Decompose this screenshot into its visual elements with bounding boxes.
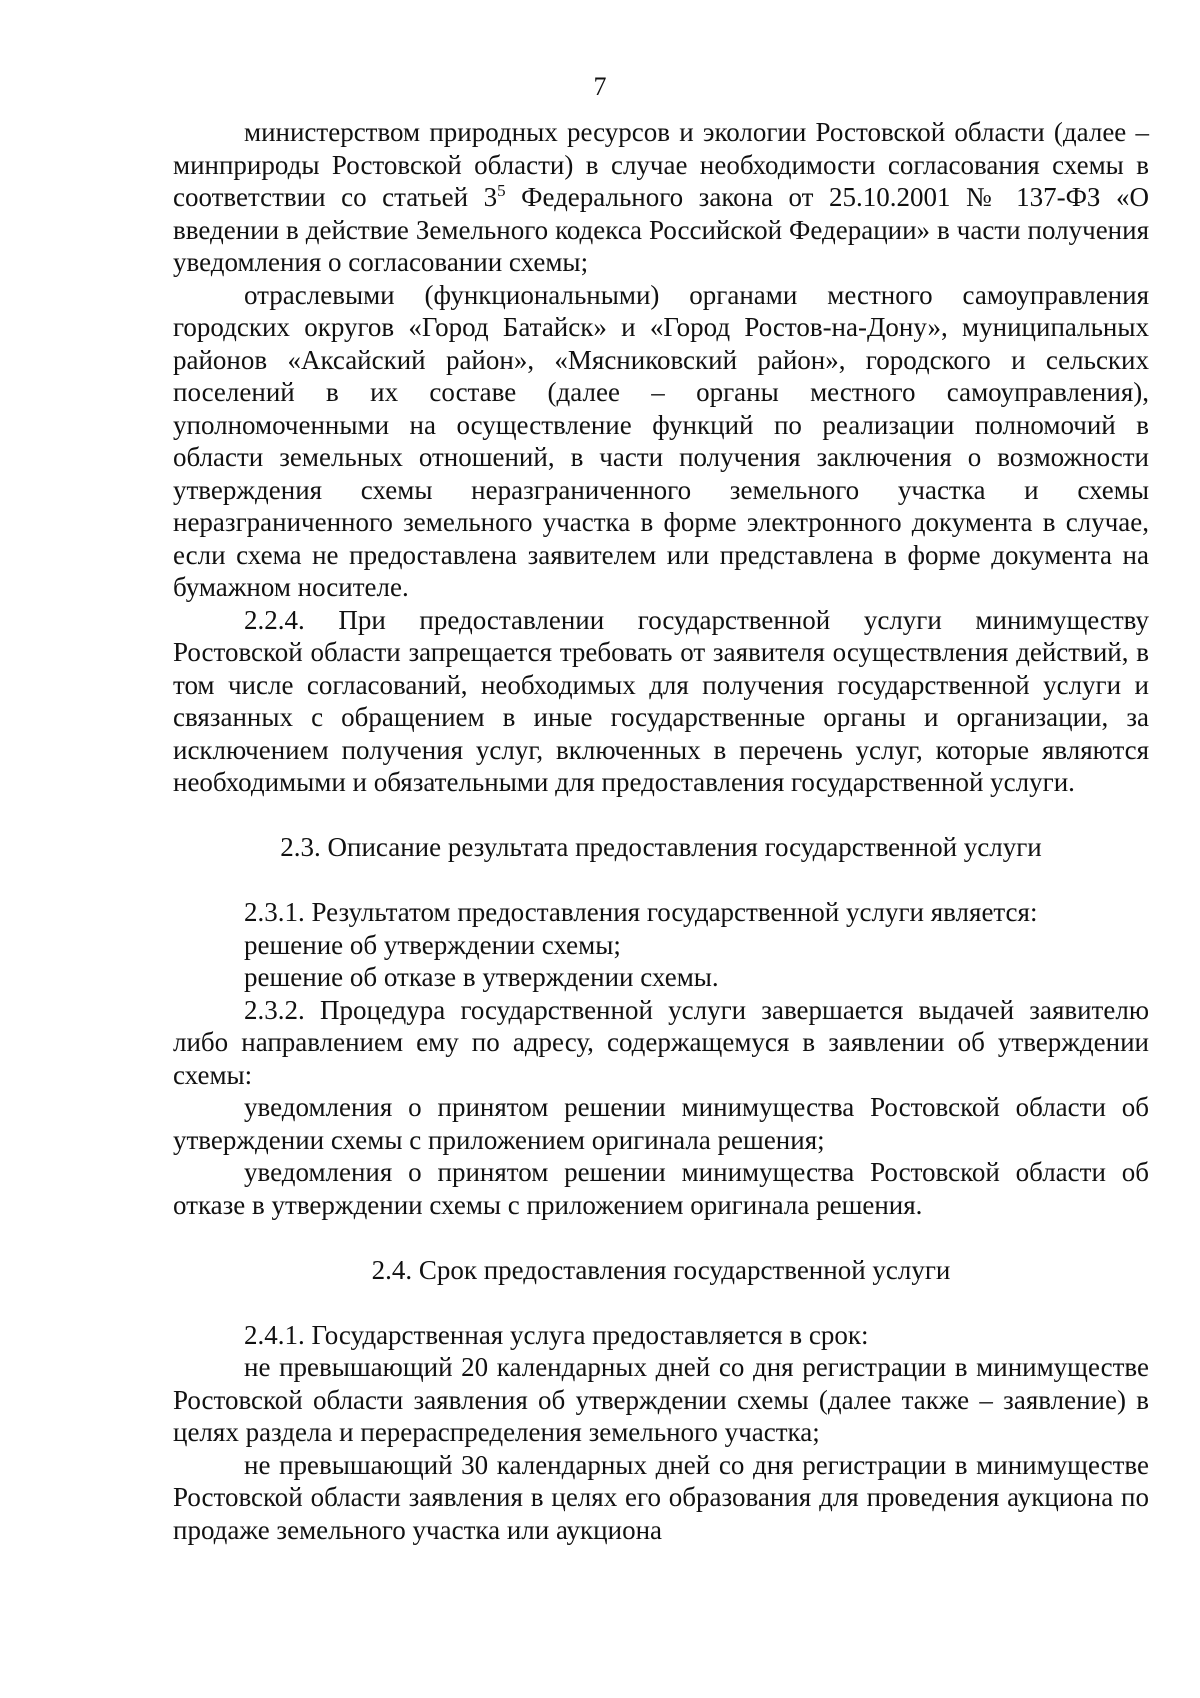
paragraph-term-20-days: не превышающий 20 календарных дней со дня регистрации в минимуществе Ростовской области заявления об утверждении схемы (далее также – заявление) в целях раздела и перераспределения земельного участка; (173, 1352, 1149, 1447)
section-heading-2-3: 2.3. Описание результата предоставления государственной услуги (280, 832, 1042, 862)
paragraph-refusal-decision: решение об отказе в утверждении схемы. (244, 962, 719, 992)
spacer (173, 1286, 1149, 1319)
paragraph-text: Федерального закона от 25.10.2001 № 137-ФЗ «О введении в действие Земельного кодекса Российской Федерации» в части получения уведомления о согласовании схемы; (173, 182, 1149, 277)
superscript: 5 (497, 181, 506, 200)
paragraph-2-4-1: 2.4.1. Государственная услуга предоставляется в срок: (244, 1319, 869, 1350)
page-number: 7 (593, 72, 607, 101)
paragraph-approval-decision: решение об утверждении схемы; (244, 929, 621, 960)
paragraph-notice-refusal: уведомления о принятом решении минимущества Ростовской области об отказе в утверждении схемы с приложением оригинала решения. (173, 1157, 1149, 1220)
paragraph-ministry-ecology (173, 116, 1149, 279)
spacer (173, 799, 1149, 832)
spacer (173, 1221, 1149, 1254)
paragraph-term-30-days: не превышающий 30 календарных дней со дня регистрации в минимуществе Ростовской области заявления в целях его образования для проведения аукциона по продаже земельного участка или аукциона (173, 1449, 1149, 1545)
paragraph-notice-approval: уведомления о принятом решении минимущества Ростовской области об утверждении схемы с приложением оригинала решения; (173, 1092, 1149, 1155)
paragraph-text: министерством природных ресурсов и экологии Ростовской области (далее – минприроды Ростовской области) в случае необходимости согласования схемы в соответствии со статьей 3 (173, 117, 1149, 212)
spacer (173, 864, 1149, 897)
paragraph-2-3-1: 2.3.1. Результатом предоставления государственной услуги является: (244, 897, 1038, 927)
paragraph-2-2-4: 2.2.4. При предоставлении государственной услуги минимуществу Ростовской области запрещается требовать от заявителя осуществления действий, в том числе согласований, необходимых для получения государственной услуги и связанных с обращением в иные государственные органы и организации, за исключением получения услуг, включенных в перечень услуг, которые являются необходимыми и обязательными для предоставления государственной услуги. (173, 604, 1149, 797)
paragraph-local-authorities: отраслевыми (функциональными) органами местного самоуправления городских округов «Город Батайск» и «Город Ростов-на-Дону», муниципальных районов «Аксайский район», «Мясниковский район», городского и сельских поселений в их составе (далее – органы местного самоуправления), уполномоченными на осуществление функций по реализации полномочий в области земельных отношений, в части получения заключения о возможности утверждения схемы неразграниченного земельного участка и схемы неразграниченного земельного участка в форме электронного документа в случае, если схема не предоставлена заявителем или представлена в форме документа на бумажном носителе. (173, 279, 1149, 602)
document-body (173, 116, 1149, 1546)
paragraph-2-3-2: 2.3.2. Процедура государственной услуги завершается выдачей заявителю либо направлением ему по адресу, содержащемуся в заявлении об утверждении схемы: (173, 994, 1149, 1090)
section-heading-2-4: 2.4. Срок предоставления государственной услуги (371, 1254, 951, 1285)
